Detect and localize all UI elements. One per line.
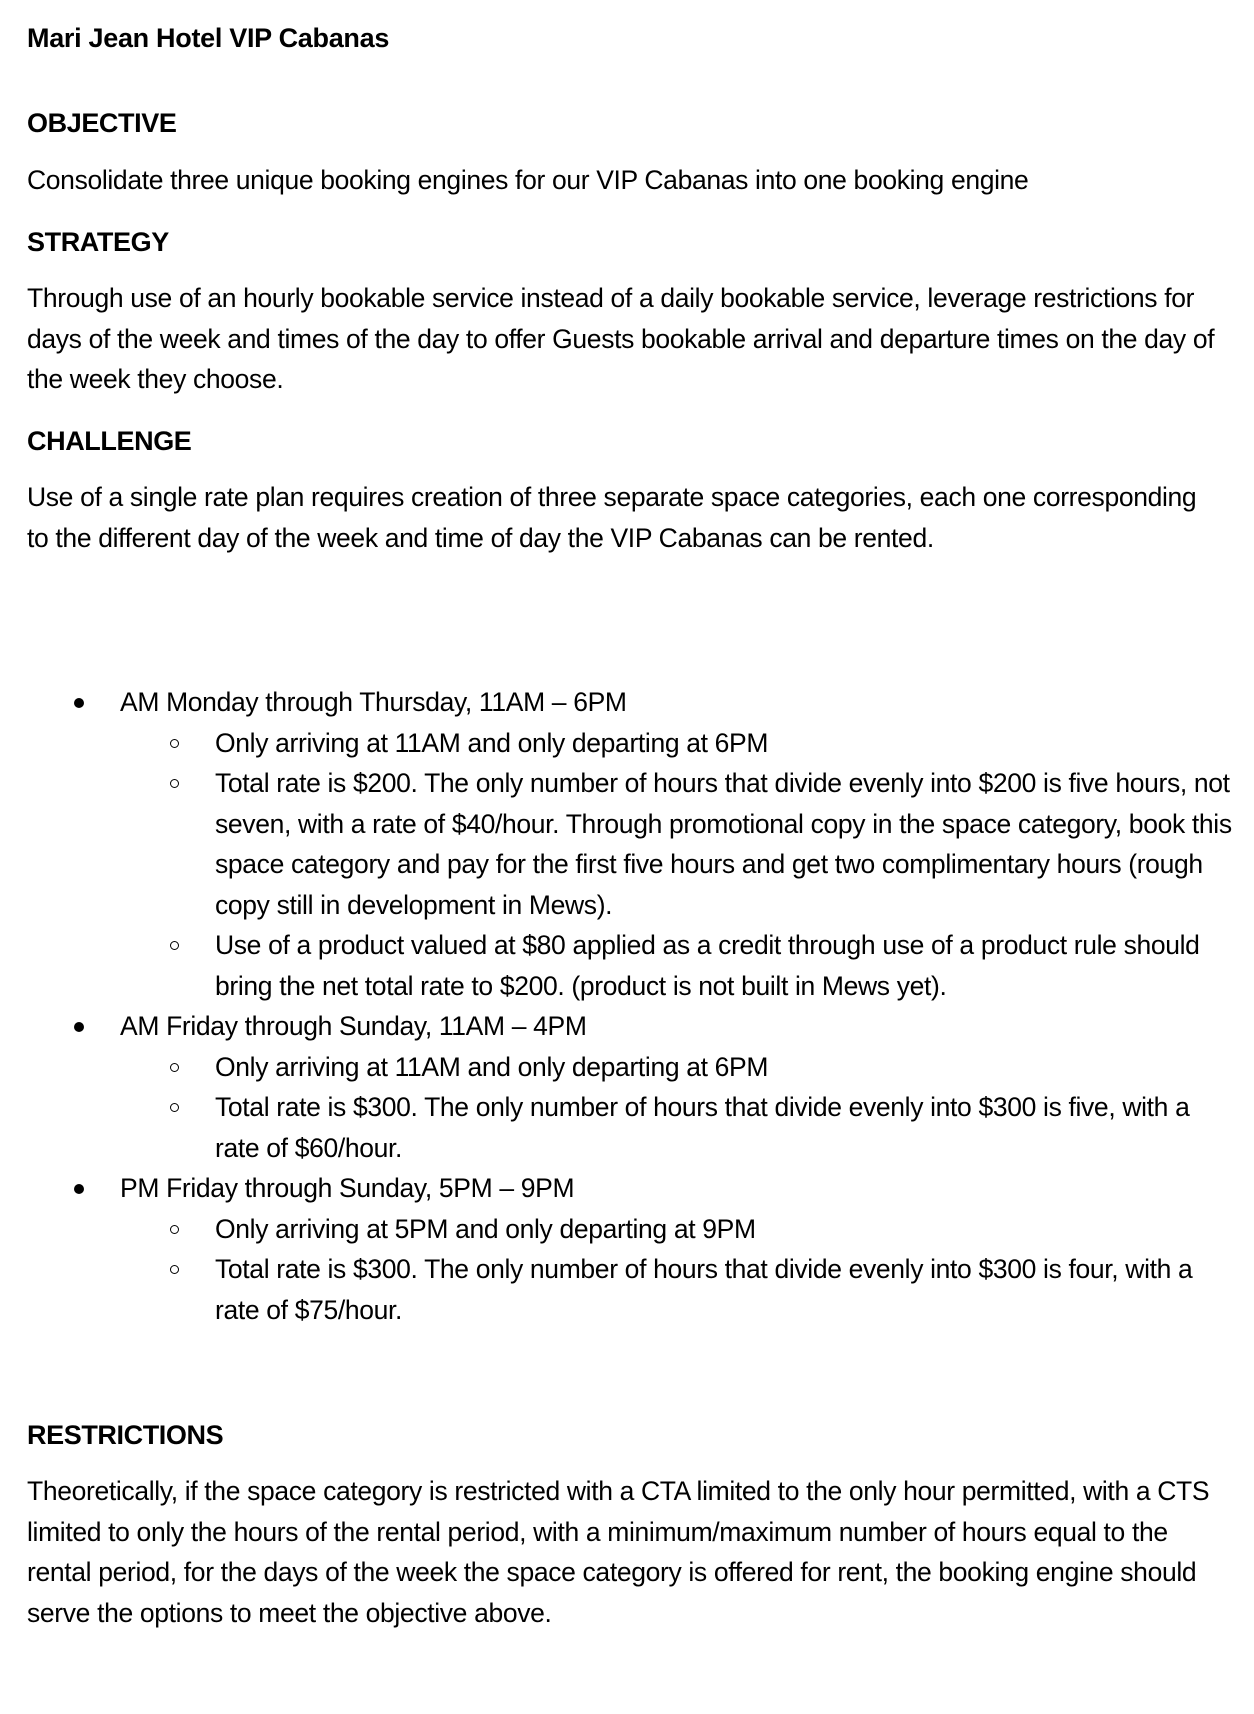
sub-list-item-text: Total rate is $200. The only number of hours that divide evenly into $200 is five hours, not seven, with a rate of $40/hour. Through promotional copy in the space category, book this space category and pay for the first five hours and get two complimentary hours (rough copy still in development in Mews). — [215, 768, 1232, 920]
challenge-heading: CHALLENGE — [27, 426, 192, 456]
hollow-bullet-icon — [170, 1103, 179, 1112]
hollow-bullet-icon — [170, 739, 179, 748]
hollow-bullet-icon — [170, 941, 179, 950]
sub-list-item — [0, 1249, 1235, 1330]
sub-list-item-text: Total rate is $300. The only number of hours that divide evenly into $300 is four, with a rate of $75/hour. — [215, 1254, 1193, 1325]
sub-list-item-text: Only arriving at 5PM and only departing at 9PM — [215, 1213, 756, 1244]
sub-list-item-text: Use of a product valued at $80 applied as a credit through use of a product rule should bring the net total rate to $200. (product is not built in Mews yet). — [215, 930, 1200, 1001]
strategy-body: Through use of an hourly bookable service instead of a daily bookable service, leverage restrictions for days of the week and times of the day to offer Guests bookable arrival and departure times on the day of the week they choose. — [27, 283, 1215, 394]
hollow-bullet-icon — [170, 779, 179, 788]
sub-list-item-text: Only arriving at 11AM and only departing at 6PM — [215, 727, 769, 758]
sub-list-item — [0, 925, 1235, 1006]
bullet-icon — [74, 1184, 84, 1194]
sub-list — [0, 1047, 1254, 1169]
hollow-bullet-icon — [170, 1225, 179, 1234]
list-item-label: PM Friday through Sunday, 5PM – 9PM — [120, 1173, 575, 1203]
list-item-am-mon-thu — [0, 682, 1254, 1006]
list-item-am-fri-sun — [0, 1006, 1254, 1168]
sub-list — [0, 723, 1254, 1007]
challenge-body: Use of a single rate plan requires creation of three separate space categories, each one corresponding to the different day of the week and time of day the VIP Cabanas can be rented. — [27, 482, 1197, 553]
list-item-label: AM Friday through Sunday, 11AM – 4PM — [120, 1011, 587, 1041]
sub-list-item — [0, 1047, 1235, 1088]
sub-list-item — [0, 1209, 1235, 1250]
restrictions-body: Theoretically, if the space category is restricted with a CTA limited to the only hour permitted, with a CTS limited to only the hours of the rental period, with a minimum/maximum number of hours equal to the rental period, for the days of the week the space category is offered for rent, the booking engine should serve the options to meet the objective above. — [27, 1476, 1210, 1628]
sub-list-item-text: Only arriving at 11AM and only departing at 6PM — [215, 1051, 769, 1082]
sub-list-item-text: Total rate is $300. The only number of hours that divide evenly into $300 is five, with a rate of $60/hour. — [215, 1092, 1190, 1163]
objective-body: Consolidate three unique booking engines for our VIP Cabanas into one booking engine — [27, 165, 1029, 195]
sub-list-item — [0, 1087, 1235, 1168]
list-item-pm-fri-sun — [0, 1168, 1254, 1330]
strategy-heading: STRATEGY — [27, 227, 169, 257]
restrictions-heading: RESTRICTIONS — [27, 1420, 224, 1450]
objective-heading: OBJECTIVE — [27, 108, 177, 138]
hollow-bullet-icon — [170, 1265, 179, 1274]
hollow-bullet-icon — [170, 1063, 179, 1072]
bullet-icon — [74, 1022, 84, 1032]
bullet-icon — [74, 698, 84, 708]
space-category-list — [0, 682, 1254, 1330]
sub-list — [0, 1209, 1254, 1331]
document-title: Mari Jean Hotel VIP Cabanas — [27, 23, 390, 53]
list-item-label: AM Monday through Thursday, 11AM – 6PM — [120, 687, 627, 717]
sub-list-item — [0, 723, 1235, 764]
sub-list-item — [0, 763, 1235, 925]
